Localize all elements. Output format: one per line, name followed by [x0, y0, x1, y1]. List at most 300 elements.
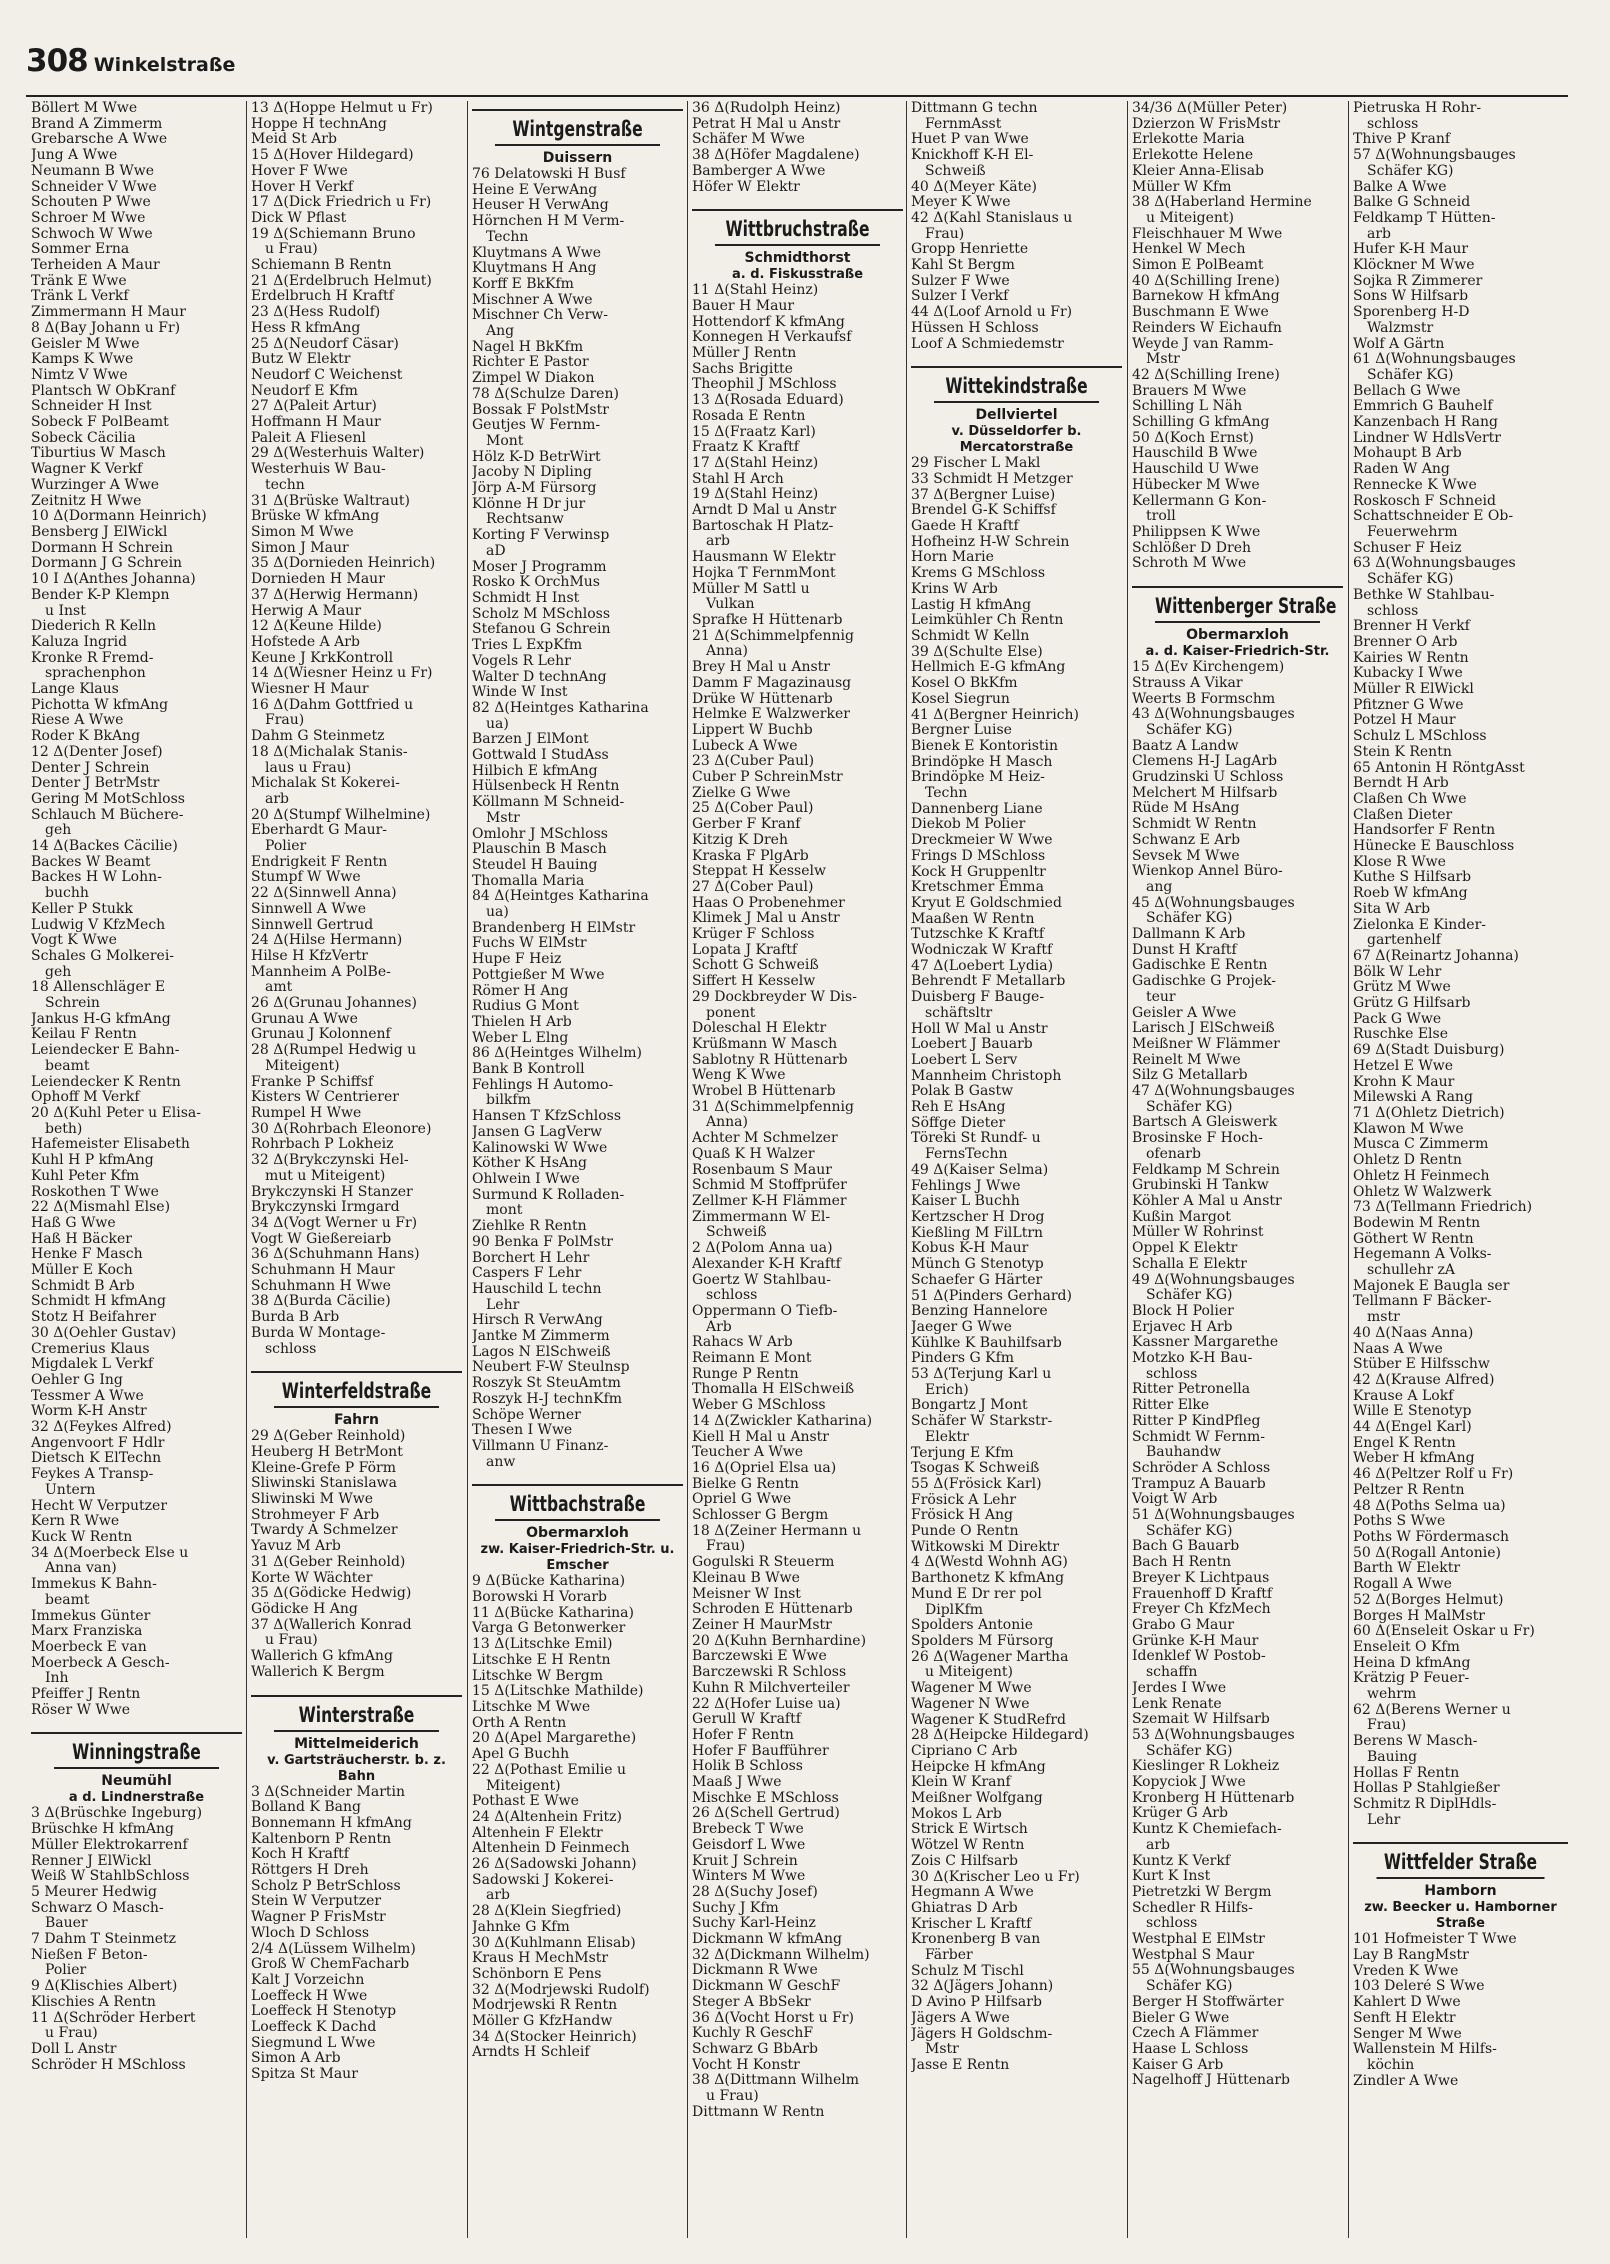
resident-entry: Scholz P BetrSchloss — [251, 1878, 401, 1894]
resident-entry: Miteigent) — [265, 1058, 340, 1074]
resident-entry: Migdalek L Verkf — [31, 1357, 153, 1373]
column-3 — [467, 101, 683, 2238]
resident-entry: 34 Δ(Moerbeck Else u — [31, 1545, 189, 1561]
resident-entry: 36 Δ(Schuhmann Hans) — [251, 1247, 420, 1263]
resident-entry: 63 Δ(Wohnungsbauges — [1353, 556, 1516, 572]
resident-entry: Kraska F PlgArb — [692, 848, 809, 864]
resident-entry: Feuerwehrm — [1367, 524, 1458, 540]
resident-entry: Dickmann W GeschF — [692, 1979, 841, 1995]
resident-entry: Hofer F Baufführer — [692, 1743, 829, 1759]
resident-entry: 36 Δ(Vocht Horst u Fr) — [692, 2010, 854, 2026]
resident-entry: 53 Δ(Wohnungsbauges — [1132, 1727, 1295, 1743]
resident-entry: Mstr — [486, 810, 520, 826]
resident-entry: Krüger G Arb — [1132, 1806, 1228, 1822]
resident-entry: Wallenstein M Hilfs- — [1353, 2042, 1497, 2058]
column-1 — [26, 101, 242, 2238]
resident-entry: Grabo G Maur — [1132, 1617, 1235, 1633]
resident-entry: Kopyciok J Wwe — [1132, 1775, 1246, 1791]
resident-entry: Simon J Maur — [251, 540, 349, 556]
resident-entry: Mstr — [1146, 352, 1180, 368]
resident-entry: beth) — [45, 1121, 83, 1137]
resident-entry: 51 Δ(Pinders Gerhard) — [911, 1288, 1072, 1304]
resident-entry: Roeb W kfmAng — [1353, 886, 1468, 902]
resident-entry: Schuhmann H Maur — [251, 1263, 395, 1279]
resident-entry: 37 Δ(Bergner Luise) — [911, 487, 1056, 503]
resident-entry: Immekus K Bahn- — [31, 1577, 157, 1593]
resident-entry: 37 Δ(Herwig Hermann) — [251, 587, 419, 603]
resident-entry: Brandenberg H ElMstr — [472, 920, 636, 936]
resident-entry: 61 Δ(Wohnungsbauges — [1353, 352, 1516, 368]
resident-entry: 15 Δ(Fraatz Karl) — [692, 424, 816, 440]
resident-entry: Jahnke G Kfm — [472, 1919, 570, 1935]
resident-entry: Kaluza Ingrid — [31, 634, 128, 650]
resident-entry: 19 Δ(Stahl Heinz) — [692, 487, 819, 503]
resident-entry: Rosko K OrchMus — [472, 575, 600, 591]
resident-entry: Zellmer K-H Flämmer — [692, 1194, 847, 1209]
resident-entry: Brindöpke H Masch — [911, 754, 1053, 770]
resident-entry: 42 Δ(Krause Alfred) — [1353, 1372, 1495, 1388]
resident-entry: Röttgers H Dreh — [251, 1863, 369, 1879]
resident-entry: Loebert L Serv — [911, 1052, 1018, 1068]
resident-entry: Claßen Dieter — [1353, 807, 1453, 823]
resident-entry: 18 Δ(Zeiner Hermann u — [692, 1523, 862, 1539]
resident-entry: Bach G Bauarb — [1132, 1539, 1240, 1555]
resident-entry: 34 Δ(Stocker Heinrich) — [472, 2029, 637, 2045]
street-range: a. d. Kaiser-Friedrich-Str. — [1145, 644, 1330, 660]
resident-entry: Weber H kfmAng — [1353, 1451, 1475, 1467]
resident-entry: Zimmermann W El- — [692, 1209, 831, 1225]
street-section — [251, 1695, 462, 2083]
district-name: Obermarxloh — [1186, 627, 1289, 644]
resident-entry: Pottgießer M Wwe — [472, 967, 605, 983]
resident-entry: Bach H Rentn — [1132, 1555, 1232, 1571]
resident-entry: Vogels R Lehr — [472, 653, 571, 669]
resident-entry: 25 Δ(Cober Paul) — [692, 801, 814, 817]
resident-entry: aD — [486, 543, 506, 559]
resident-entry: 17 Δ(Dick Friedrich u Fr) — [251, 195, 432, 211]
resident-entry: Lagos N ElSchweiß — [472, 1344, 611, 1360]
resident-entry: Mannheim A PolBe- — [251, 964, 391, 980]
resident-entry: 55 Δ(Wohnungsbauges — [1132, 1963, 1295, 1979]
resident-entry: Polier — [45, 1963, 87, 1979]
column-2 — [246, 101, 462, 2238]
resident-entry: Höfer W Elektr — [692, 179, 800, 195]
resident-entry: Strohmeyer F Arb — [251, 1507, 380, 1523]
resident-entry: Hansen T KfzSchloss — [472, 1109, 622, 1125]
resident-entry: ua) — [486, 716, 509, 732]
resident-entry: Punde O Rentn — [911, 1524, 1019, 1540]
resident-entry: Hecht W Verputzer — [31, 1498, 168, 1514]
resident-entry: Goertz W Stahlbau- — [692, 1272, 831, 1288]
resident-entry: Korting F Verwinsp — [472, 528, 610, 544]
resident-entry: Gerull W Kraftf — [692, 1712, 801, 1728]
resident-entry: Frau) — [925, 226, 965, 242]
resident-entry: Grütz M Wwe — [1353, 980, 1451, 996]
resident-entry: Butz W Elektr — [251, 352, 351, 368]
resident-entry: Twardy A Schmelzer — [251, 1523, 398, 1539]
street-section — [251, 1371, 462, 1680]
resident-entry: 14 Δ(Backes Cäcilie) — [31, 839, 178, 855]
resident-entry: Knickhoff K-H El- — [911, 148, 1034, 164]
resident-entry: Stein W Verputzer — [251, 1894, 382, 1910]
resident-entry: Ohletz D Rentn — [1353, 1153, 1462, 1169]
resident-entry: Bank B Kontroll — [472, 1062, 585, 1078]
resident-entry: Heipcke H kfmAng — [911, 1759, 1046, 1775]
resident-entry: Brykczynski H Stanzer — [251, 1184, 413, 1200]
resident-entry: Frau) — [265, 713, 305, 729]
resident-entry: Brand A Zimmerm — [31, 116, 163, 132]
resident-entry: Bonnemann H kfmAng — [251, 1815, 412, 1831]
resident-entry: Wagner P FrisMstr — [251, 1910, 386, 1926]
street-title: Wittbruchstraße — [715, 217, 880, 246]
resident-entry: Poths W Fördermasch — [1353, 1529, 1510, 1545]
resident-entry: Schneider H Inst — [31, 399, 152, 415]
resident-entry: Marx Franziska — [31, 1624, 143, 1640]
resident-entry: Yavuz M Arb — [251, 1539, 341, 1555]
resident-entry: Backes H W Lohn- — [31, 870, 162, 886]
resident-entry: Henkel W Mech — [1132, 242, 1246, 258]
resident-entry: 38 Δ(Haberland Hermine — [1132, 195, 1312, 211]
resident-entry: Simon M Wwe — [251, 524, 354, 540]
resident-entry: Rahacs W Arb — [692, 1335, 793, 1351]
resident-entry: Lay B RangMstr — [1353, 1948, 1469, 1964]
street-section — [911, 366, 1122, 2073]
resident-entry: Wienkop Annel Büro- — [1132, 864, 1283, 880]
resident-entry: Freyer Ch KfzMech — [1132, 1602, 1271, 1618]
resident-entry: Gogulski R Steuerm — [692, 1555, 835, 1571]
resident-entry: Tellmann F Bäcker- — [1353, 1294, 1492, 1310]
resident-entry: Keilau F Rentn — [31, 1027, 137, 1043]
resident-entry: Barczewski E Wwe — [692, 1649, 827, 1665]
resident-entry: 38 Δ(Höfer Magdalene) — [692, 148, 860, 164]
resident-entry: Sachs Brigitte — [692, 361, 793, 377]
resident-entry: 30 Δ(Rohrbach Eleonore) — [251, 1121, 432, 1137]
resident-entry: Baatz A Landw — [1132, 738, 1239, 754]
resident-entry: ang — [1146, 879, 1173, 895]
resident-entry: Kluytmans A Wwe — [472, 245, 601, 261]
resident-entry: Mstr — [925, 2042, 959, 2058]
resident-entry: Klischies A Rentn — [31, 1994, 156, 2010]
resident-entry: Brüschke H kfmAng — [31, 1822, 174, 1838]
resident-entry: Loof A Schmiedemstr — [911, 336, 1064, 352]
resident-entry: Römer H Ang — [472, 983, 569, 999]
resident-entry: 67 Δ(Reinartz Johanna) — [1353, 948, 1519, 964]
resident-entry: Kairies W Rentn — [1353, 650, 1469, 666]
resident-entry: Mund E Dr rer pol — [911, 1586, 1042, 1602]
resident-entry: Steudel H Bauing — [472, 857, 598, 873]
resident-entry: Altenhein F Elektr — [472, 1825, 603, 1841]
resident-entry: 76 Delatowski H Busf — [472, 167, 626, 182]
resident-entry: 29 Δ(Westerhuis Walter) — [251, 446, 425, 462]
resident-entry: Haß H Bäcker — [31, 1231, 132, 1247]
resident-entry: Stotz H Beifahrer — [31, 1310, 157, 1326]
resident-entry: Stüber E Hilfsschw — [1353, 1357, 1490, 1373]
resident-entry: 22 Δ(Sinnwell Anna) — [251, 886, 397, 902]
resident-entry: Kuthe S Hilfsarb — [1353, 870, 1472, 886]
resident-entry: Hover H Verkf — [251, 179, 354, 195]
resident-entry: Enseleit O Kfm — [1353, 1639, 1460, 1655]
resident-entry: Thesen I Wwe — [472, 1423, 573, 1439]
resident-entry: Diederich R Kelln — [31, 619, 157, 635]
resident-entry: Schmidt W Rentn — [1132, 817, 1257, 833]
resident-entry: 101 Hofmeister T Wwe — [1353, 1932, 1517, 1948]
resident-entry: Schäfer KG) — [1146, 1099, 1233, 1115]
resident-entry: köchin — [1367, 2057, 1415, 2073]
resident-entry: Suchy Karl-Heinz — [692, 1916, 816, 1932]
resident-entry: Borchert H Lehr — [472, 1250, 590, 1266]
resident-entry: Brauers M Wwe — [1132, 383, 1247, 399]
resident-entry: Roskosch F Schneid — [1353, 493, 1496, 509]
district-name: Schmidthorst — [744, 250, 851, 267]
resident-entry: Elektr — [925, 1429, 969, 1445]
resident-entry: Ohlwein I Wwe — [472, 1172, 580, 1187]
resident-entry: Drüke W Hüttenarb — [692, 691, 833, 707]
resident-entry: Bienek E Kontoristin — [911, 738, 1059, 754]
resident-entry: 41 Δ(Bergner Heinrich) — [911, 707, 1079, 723]
resident-entry: Vreden K Wwe — [1353, 1963, 1459, 1979]
resident-entry: Sons W Hilfsarb — [1353, 289, 1469, 305]
resident-entry: Wagener N Wwe — [911, 1696, 1030, 1712]
resident-entry: Spolders Antonie — [911, 1618, 1033, 1634]
resident-entry: Vogt W Gießereiarb — [251, 1231, 392, 1247]
resident-entry: Gropp Henriette — [911, 242, 1029, 258]
resident-entry: Roszyk St SteuAmtm — [472, 1376, 621, 1392]
resident-entry: Anna) — [706, 1115, 748, 1131]
resident-entry: Roskothen T Wwe — [31, 1184, 159, 1200]
resident-entry: Surmund K Rolladen- — [472, 1187, 625, 1203]
street-section — [1132, 586, 1343, 2089]
resident-entry: Schmitz R DiplHdls- — [1353, 1796, 1497, 1812]
resident-entry: Suchy J Kfm — [692, 1900, 779, 1916]
resident-entry: Berndt H Arb — [1353, 776, 1449, 792]
resident-entry: Bamberger A Wwe — [692, 163, 826, 179]
resident-entry: Stumpf W Wwe — [251, 870, 361, 886]
resident-entry: Geisler M Wwe — [31, 336, 140, 352]
resident-entry: Kobus K-H Maur — [911, 1241, 1029, 1257]
resident-entry: Zimmermann H Maur — [31, 305, 186, 321]
resident-entry: Sulzer I Verkf — [911, 289, 1009, 305]
resident-entry: Jacoby N Dipling — [472, 465, 592, 481]
resident-entry: Konnegen H Verkaufsf — [692, 330, 852, 346]
street-range: zw. Kaiser-Friedrich-Str. u. Emscher — [480, 1542, 675, 1574]
resident-entry: Krohn K Maur — [1353, 1074, 1455, 1090]
resident-entry: 3 Δ(Brüschke Ingeburg) — [31, 1806, 203, 1822]
resident-entry: 11 Δ(Bücke Katharina) — [472, 1605, 634, 1621]
resident-entry: Pack G Wwe — [1353, 1011, 1442, 1027]
resident-entry: Grubinski H Tankw — [1132, 1178, 1269, 1194]
resident-entry: beamt — [45, 1592, 90, 1608]
resident-entry: 31 Δ(Brüske Waltraut) — [251, 493, 411, 509]
resident-entry: Kaiser G Arb — [1132, 2057, 1224, 2073]
resident-entry: Kuntz K Verkf — [1132, 1853, 1231, 1869]
resident-entry: Theophil J MSchloss — [692, 377, 837, 393]
resident-entry: 53 Δ(Terjung Karl u — [911, 1367, 1052, 1383]
resident-entry: Schwarz G BbArb — [692, 2041, 818, 2057]
resident-entry: Thive P Kranf — [1353, 132, 1451, 148]
resident-entry: Denter J BetrMstr — [31, 776, 160, 792]
resident-entry: Dahm G Steinmetz — [251, 729, 385, 745]
resident-entry: Gaede H Kraftf — [911, 519, 1019, 535]
resident-entry: Bender K-P Klempn — [31, 587, 170, 603]
resident-entry: 32 Δ(Modrjewski Rudolf) — [472, 1982, 650, 1998]
resident-entry: 82 Δ(Heintges Katharina — [472, 700, 649, 716]
resident-entry: Jörp A-M Fürsorg — [472, 481, 597, 497]
resident-entry: Müller J Rentn — [692, 346, 797, 362]
resident-entry: Lastig H kfmAng — [911, 597, 1032, 613]
resident-entry: Frösick H Ang — [911, 1508, 1014, 1524]
resident-entry: Kuntz K Chemiefach- — [1132, 1822, 1282, 1838]
resident-entry: Teucher A Wwe — [692, 1445, 804, 1461]
resident-entry: Dannenberg Liane — [911, 801, 1043, 817]
resident-entry: Geutjes W Fernm- — [472, 418, 601, 434]
resident-entry: Bongartz J Mont — [911, 1398, 1028, 1414]
resident-entry: 35 Δ(Dornieden Heinrich) — [251, 556, 436, 572]
resident-entry: 26 Δ(Schell Gertrud) — [692, 1806, 840, 1822]
resident-entry: Polak B Gastw — [911, 1084, 1014, 1100]
resident-entry: Kubacky I Wwe — [1353, 666, 1463, 682]
resident-entry: Kronenberg B van — [911, 1932, 1041, 1948]
resident-entry: Müller Elektrokarrenf — [31, 1837, 188, 1853]
resident-entry: 32 Δ(Brykczynski Hel- — [251, 1153, 409, 1169]
resident-entry: Polier — [265, 839, 307, 855]
resident-entry: Potzel H Maur — [1353, 713, 1456, 729]
entry-block — [692, 101, 903, 195]
resident-entry: Behrendt F Metallarb — [911, 974, 1066, 990]
resident-entry: 30 Δ(Oehler Gustav) — [31, 1325, 177, 1341]
resident-entry: Jägers A Wwe — [911, 2010, 1010, 2026]
resident-entry: Keune J KrkKontroll — [251, 650, 394, 666]
resident-entry: Steger A BbSekr — [692, 1994, 811, 2010]
resident-entry: Wille E Stenotyp — [1353, 1404, 1472, 1420]
street-section — [472, 1484, 683, 2061]
resident-entry: Duisberg F Bauge- — [911, 990, 1045, 1006]
resident-entry: Doll L Anstr — [31, 2041, 117, 2057]
resident-entry: Schäfer KG) — [1367, 367, 1454, 383]
resident-entry: Gadischke G Projek- — [1132, 974, 1276, 990]
resident-entry: 55 Δ(Frösick Karl) — [911, 1476, 1042, 1492]
resident-entry: Kleine-Grefe P Förm — [251, 1460, 397, 1476]
resident-entry: Kuhl H P kfmAng — [31, 1153, 154, 1169]
resident-entry: Sita W Arb — [1353, 901, 1431, 917]
resident-entry: Senger M Wwe — [1353, 2026, 1462, 2042]
resident-entry: Vocht H Konstr — [692, 2057, 800, 2073]
resident-entry: 19 Δ(Schiemann Bruno — [251, 226, 416, 242]
resident-entry: Larisch J ElSchweiß — [1132, 1021, 1275, 1037]
resident-entry: Schmidt H Inst — [472, 590, 580, 606]
resident-entry: Brendel G-K Schiffsf — [911, 503, 1056, 519]
resident-entry: Sojka R Zimmerer — [1353, 273, 1483, 289]
resident-entry: Barczewski R Schloss — [692, 1665, 847, 1681]
resident-entry: Schäfer KG) — [1367, 572, 1454, 588]
column-6 — [1127, 101, 1343, 2238]
resident-entry: Burda B Arb — [251, 1310, 340, 1326]
resident-entry: Kaltenborn P Rentn — [251, 1831, 392, 1847]
resident-entry: 26 Δ(Sadowski Johann) — [472, 1857, 637, 1873]
resident-entry: Stefanou G Schrein — [472, 622, 611, 638]
resident-entry: Kuhn R Milchverteiler — [692, 1680, 850, 1696]
resident-entry: Schulz M Tischl — [911, 1963, 1024, 1979]
resident-entry: 57 Δ(Wohnungsbauges — [1353, 148, 1516, 164]
resident-entry: Philippsen K Wwe — [1132, 524, 1261, 540]
resident-entry: Terjung E Kfm — [911, 1445, 1014, 1461]
resident-entry: Sporenberg H-D — [1353, 305, 1470, 321]
resident-entry: Cuber P SchreinMstr — [692, 770, 843, 786]
resident-entry: schloss — [1146, 1916, 1198, 1932]
resident-entry: Schaefer G Härter — [911, 1272, 1043, 1288]
resident-entry: Schroden E Hüttenarb — [692, 1602, 853, 1618]
resident-entry: Cipriano C Arb — [911, 1743, 1018, 1759]
resident-entry: Witkowski M Direktr — [911, 1539, 1060, 1555]
resident-entry: Schmidt W Fernm- — [1132, 1429, 1266, 1445]
resident-entry: 3 Δ(Schneider Martin — [251, 1784, 406, 1800]
resident-entry: Frau) — [1367, 1718, 1407, 1734]
resident-entry: Ludwig V KfzMech — [31, 917, 166, 933]
resident-entry: 16 Δ(Opriel Elsa ua) — [692, 1460, 837, 1476]
street-title: Wittenberger Straße — [1155, 594, 1320, 623]
resident-entry: Feldkamp T Hütten- — [1353, 210, 1496, 226]
resident-entry: Sliwinski M Wwe — [251, 1492, 374, 1508]
resident-entry: u Miteigent) — [1146, 210, 1235, 226]
resident-entry: Schröder A Schloss — [1132, 1460, 1271, 1476]
resident-entry: Jasse E Rentn — [911, 2057, 1010, 2073]
resident-entry: Klose R Wwe — [1353, 854, 1446, 870]
resident-entry: Bergner Luise — [911, 723, 1012, 739]
resident-entry: 14 Δ(Zwickler Katharina) — [692, 1413, 873, 1429]
resident-entry: Wolf A Gärtn — [1353, 336, 1445, 352]
resident-entry: Horn Marie — [911, 550, 994, 566]
resident-entry: Kalt J Vorzeichn — [251, 1972, 365, 1988]
resident-entry: Hauschild U Wwe — [1132, 462, 1259, 478]
resident-entry: Färber — [925, 1948, 973, 1964]
resident-entry: Balke A Wwe — [1353, 179, 1447, 195]
resident-entry: Wagener K StudRefrd — [911, 1712, 1066, 1728]
resident-entry: Krätzig P Feuer- — [1353, 1671, 1470, 1687]
resident-entry: 44 Δ(Engel Karl) — [1353, 1420, 1472, 1436]
resident-entry: Stahl H Arch — [692, 471, 784, 487]
resident-entry: Balke G Schneid — [1353, 195, 1471, 211]
resident-entry: Holik B Schloss — [692, 1759, 803, 1775]
resident-entry: Bauer — [45, 1916, 88, 1932]
resident-entry: Kosel Siegrun — [911, 691, 1010, 707]
resident-entry: Jaeger G Wwe — [911, 1319, 1012, 1335]
resident-entry: Oppermann O Tiefb- — [692, 1303, 838, 1319]
resident-entry: schäftsltr — [925, 1005, 993, 1021]
resident-entry: Grünke K-H Maur — [1132, 1633, 1259, 1649]
resident-entry: Erich) — [925, 1382, 969, 1398]
resident-entry: geh — [45, 964, 72, 980]
resident-entry: 40 Δ(Schilling Irene) — [1132, 273, 1280, 289]
resident-entry: Korff E BkKfm — [472, 276, 574, 292]
resident-entry: Müller R ElWickl — [1353, 682, 1474, 698]
resident-entry: Gerber F Kranf — [692, 817, 801, 833]
resident-entry: Keller P Stukk — [31, 901, 133, 917]
resident-entry: Schwanz E Arb — [1132, 832, 1241, 848]
resident-entry: Bartoschak H Platz- — [692, 518, 834, 534]
resident-entry: Weng K Wwe — [692, 1068, 786, 1084]
resident-entry: Jerdes I Wwe — [1132, 1680, 1227, 1696]
resident-entry: 38 Δ(Burda Cäcilie) — [251, 1294, 391, 1310]
resident-entry: Jankus H-G kfmAng — [31, 1011, 171, 1027]
resident-entry: Sulzer F Wwe — [911, 273, 1010, 289]
resident-entry: Tränk E Wwe — [31, 273, 127, 289]
resident-entry: Szemait W Hilfsarb — [1132, 1712, 1270, 1728]
resident-entry: Ritter Elke — [1132, 1398, 1210, 1414]
resident-entry: FernmAsst — [925, 116, 1002, 132]
resident-entry: Schwarz O Masch- — [31, 1900, 164, 1916]
resident-entry: Ritter P KindPfleg — [1132, 1413, 1261, 1429]
resident-entry: Walter D technAng — [472, 669, 607, 685]
resident-entry: Kisters W Centrierer — [251, 1090, 399, 1106]
